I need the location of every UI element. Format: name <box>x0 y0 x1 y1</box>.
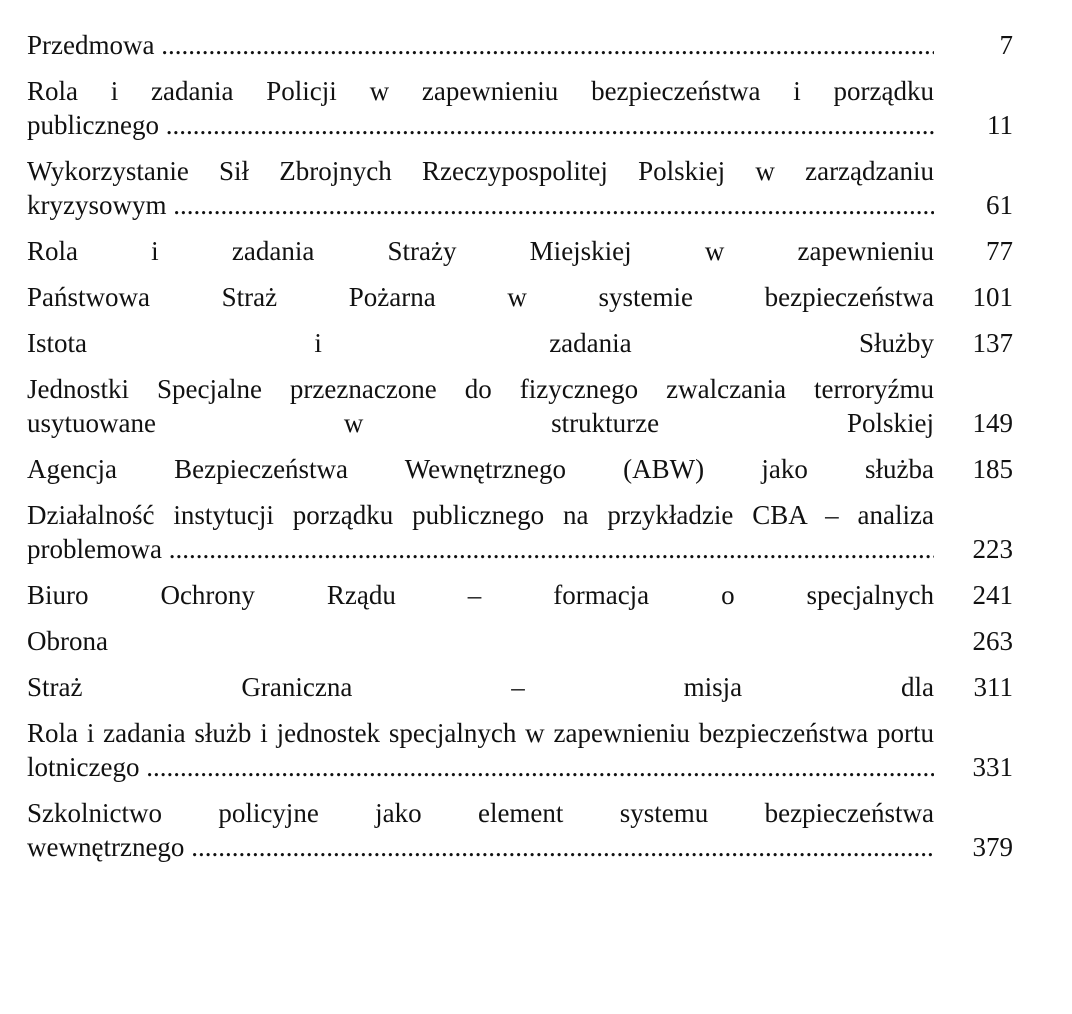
toc-entry-title: Obrona ..... <box>27 626 934 658</box>
toc-entry-page: 185 <box>972 454 1013 484</box>
toc-entry-title: Straż Graniczna – misja dla ..... <box>27 672 934 704</box>
toc-entry-page: 379 <box>972 832 1013 862</box>
toc-entry <box>27 28 1017 62</box>
toc-entry-page: 7 <box>999 30 1013 60</box>
toc-entry <box>27 716 1017 784</box>
toc-entry-title: Rola i zadania Policji w zapewnieniu bezpieczeństwa i porządku publicznego ..... <box>27 76 934 140</box>
toc-entry-page: 137 <box>972 328 1013 358</box>
toc-entry <box>27 280 1017 314</box>
toc-entry <box>27 796 1017 864</box>
toc-entry <box>27 234 1017 268</box>
toc-entry-page: 331 <box>972 752 1013 782</box>
toc-entry <box>27 624 1017 658</box>
toc-entry-title: Biuro Ochrony Rządu – formacja o specjalnych ..... <box>27 580 934 612</box>
toc-entry <box>27 326 1017 360</box>
toc-entry <box>27 498 1017 566</box>
toc-entry-page: 263 <box>972 626 1013 656</box>
toc-entry-title: Działalność instytucji porządku publicznego na przykładzie CBA – analiza problemowa ..... <box>27 500 934 564</box>
toc-entry-title: Rola i zadania Straży Miejskiej w zapewnieniu ..... <box>27 236 934 268</box>
toc-entry-page: 77 <box>986 236 1013 266</box>
toc-entry-page: 11 <box>987 110 1013 140</box>
toc-entry-title: Rola i zadania służb i jednostek specjalnych w zapewnieniu bezpieczeństwa portu lotniczego ..... <box>27 718 934 782</box>
toc-entry-page: 311 <box>973 672 1013 702</box>
toc-entry-title: Szkolnictwo policyjne jako element systemu bezpieczeństwa wewnętrznego ..... <box>27 798 934 862</box>
toc-entry-title: Jednostki Specjalne przeznaczone do fizycznego zwalczania terroryźmu usytuowane w strukturze Polskiej ..... <box>27 374 934 440</box>
toc-entry <box>27 74 1017 142</box>
toc-entry <box>27 154 1017 222</box>
toc-entry <box>27 578 1017 612</box>
toc-entry-title: Istota i zadania Służby ..... <box>27 328 934 360</box>
toc-entry <box>27 452 1017 486</box>
toc-entry-page: 223 <box>972 534 1013 564</box>
toc-entry-title: Przedmowa ..... <box>27 30 934 60</box>
toc-entry <box>27 372 1017 440</box>
toc-entry-title: Wykorzystanie Sił Zbrojnych Rzeczypospolitej Polskiej w zarządzaniu kryzysowym ..... <box>27 156 934 220</box>
toc-entry-title: Agencja Bezpieczeństwa Wewnętrznego (ABW) jako służba ..... <box>27 454 934 486</box>
toc-entry-page: 241 <box>972 580 1013 610</box>
toc-entry-title: Państwowa Straż Pożarna w systemie bezpieczeństwa ..... <box>27 282 934 314</box>
toc-entry-page: 101 <box>972 282 1013 312</box>
toc-entry <box>27 670 1017 704</box>
toc-entry-page: 149 <box>972 408 1013 438</box>
table-of-contents <box>27 28 1017 876</box>
toc-entry-page: 61 <box>986 190 1013 220</box>
